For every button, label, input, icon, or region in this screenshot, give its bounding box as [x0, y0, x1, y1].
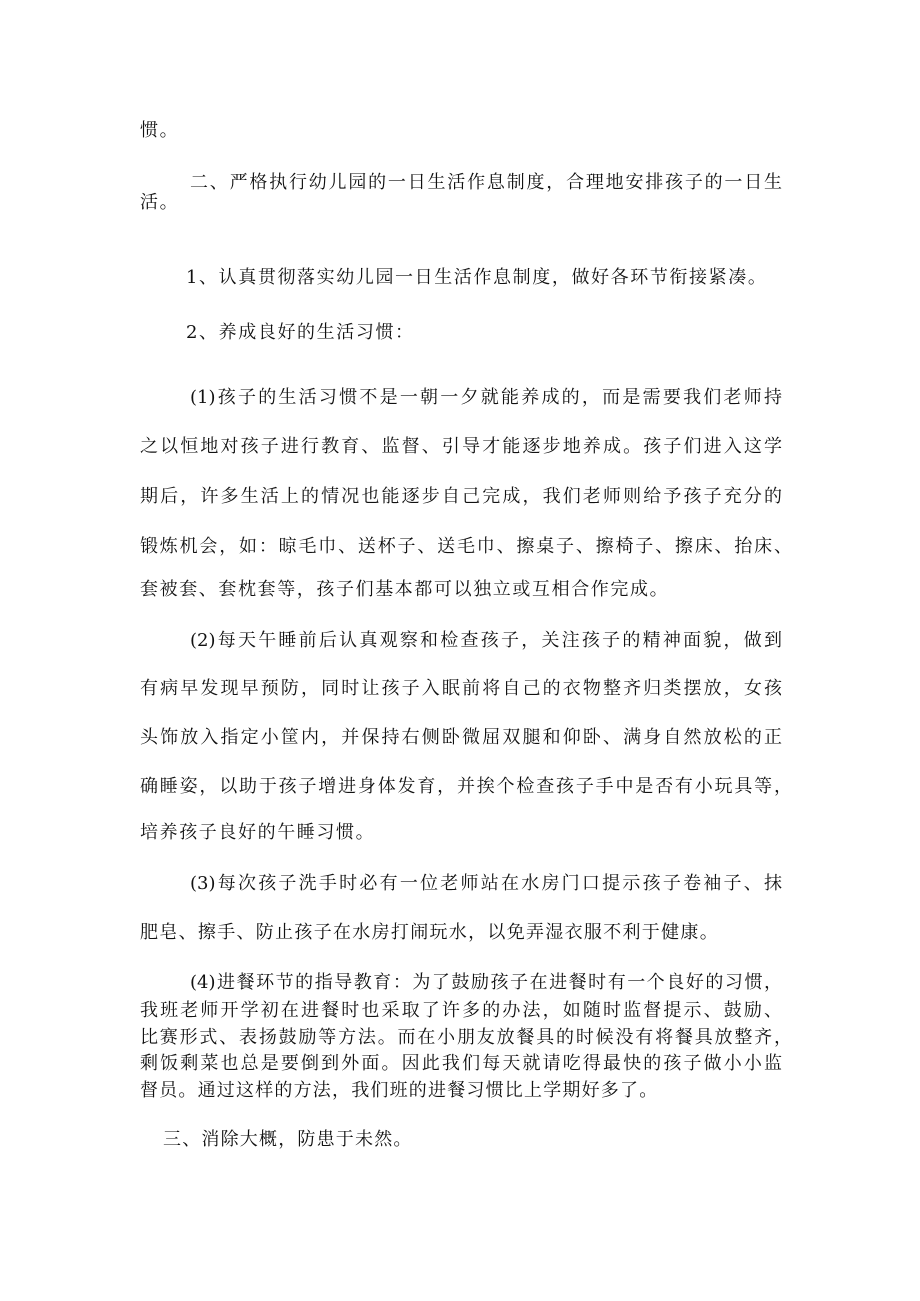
paragraph-line: 剩饭剩菜也总是要倒到外面。因此我们每天就请吃得最快的孩子做小小监	[140, 1053, 782, 1074]
paragraph-line: 有病早发现早预防，同时让孩子入眠前将自己的衣物整齐归类摆放，女孩	[140, 678, 782, 699]
paragraph-line: 比赛形式、表扬鼓励等方法。而在小朋友放餐具的时候没有将餐具放整齐，	[140, 1027, 792, 1048]
paragraph-line: 2、养成良好的生活习惯：	[186, 322, 415, 343]
paragraph-line: 1、认真贯彻落实幼儿园一日生活作息制度，做好各环节衔接紧凑。	[186, 267, 768, 288]
paragraph-line: 三、消除大概，防患于未然。	[163, 1129, 413, 1150]
paragraph-line: 活。	[140, 192, 180, 213]
paragraph-line: (2)每天午睡前后认真观察和检查孩子，关注孩子的精神面貌，做到	[190, 630, 782, 651]
paragraph-line: 肥皂、擦手、防止孩子在水房打闹玩水，以免弄湿衣服不利于健康。	[140, 922, 719, 943]
paragraph-line: 二、严格执行幼儿园的一日生活作息制度，合理地安排孩子的一日生	[190, 172, 782, 193]
paragraph-line: 锻炼机会，如：晾毛巾、送杯子、送毛巾、擦桌子、擦椅子、擦床、抬床、	[140, 536, 792, 557]
paragraph-line: 套被套、套枕套等，孩子们基本都可以独立或互相合作完成。	[140, 579, 670, 600]
paragraph-line: 培养孩子良好的午睡习惯。	[140, 822, 376, 843]
paragraph-line: 我班老师开学初在进餐时也采取了许多的办法，如随时监督提示、鼓励、	[140, 1000, 782, 1021]
paragraph-line: 期后，许多生活上的情况也能逐步自己完成，我们老师则给予孩子充分的	[140, 486, 782, 507]
paragraph-line: (4)进餐环节的指导教育：为了鼓励孩子在进餐时有一个良好的习惯，	[190, 972, 782, 993]
paragraph-line: (1)孩子的生活习惯不是一朝一夕就能养成的，而是需要我们老师持	[190, 387, 782, 408]
paragraph-line: 头饰放入指定小筐内，并保持右侧卧微屈双腿和仰卧、满身自然放松的正	[140, 727, 782, 748]
paragraph-line: 惯。	[140, 120, 180, 141]
paragraph-line: 确睡姿，以助于孩子增进身体发育，并挨个检查孩子手中是否有小玩具等，	[140, 776, 792, 797]
paragraph-line: 督员。通过这样的方法，我们班的进餐习惯比上学期好多了。	[140, 1080, 659, 1101]
paragraph-line: 之以恒地对孩子进行教育、监督、引导才能逐步地养成。孩子们进入这学	[140, 436, 782, 457]
paragraph-line: (3)每次孩子洗手时必有一位老师站在水房门口提示孩子卷袖子、抹	[190, 873, 782, 894]
